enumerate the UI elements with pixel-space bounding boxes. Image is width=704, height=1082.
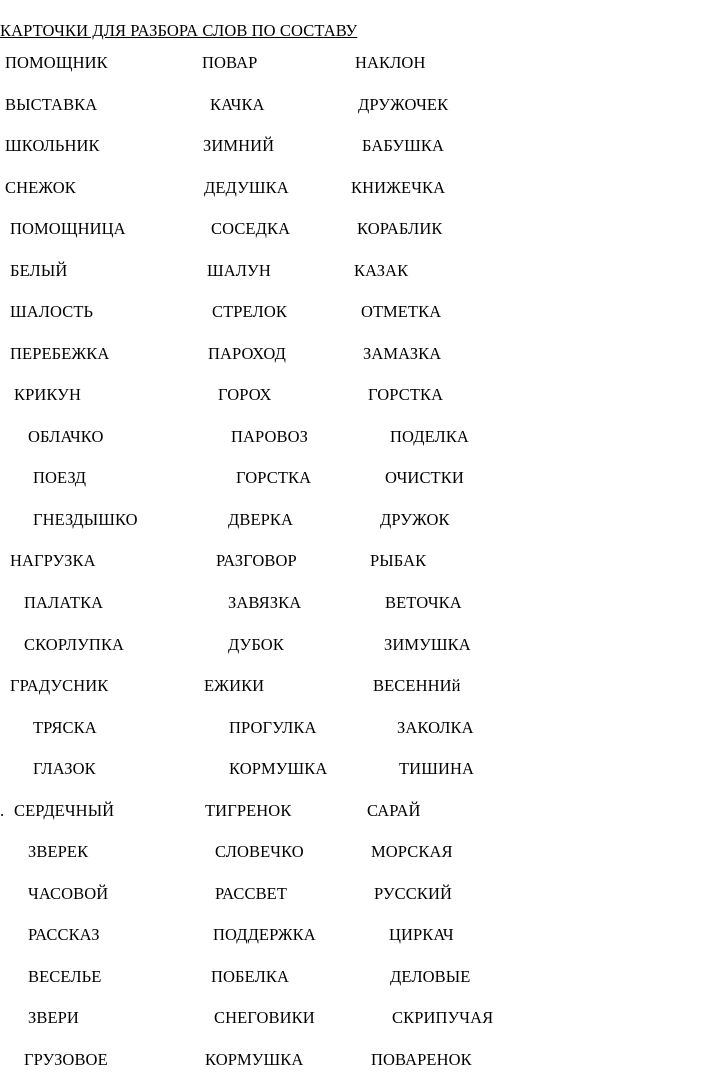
word-cell: ВЕСЕЛЬЕ — [28, 967, 102, 986]
word-cell: ДРУЖОК — [380, 510, 450, 529]
word-cell: РАЗГОВОР — [216, 551, 297, 570]
word-cell: ЗАКОЛКА — [397, 718, 474, 737]
word-cell: ПОДЕЛКА — [390, 427, 469, 446]
word-cell: ЗВЕРИ — [28, 1008, 79, 1027]
word-cell: ЗВЕРЕК — [28, 842, 89, 861]
word-cell: ПРОГУЛКА — [229, 718, 317, 737]
word-cell: ДЕДУШКА — [204, 178, 289, 197]
word-cell: ТИШИНА — [399, 759, 474, 778]
word-cell: ПОВАР — [202, 53, 258, 72]
word-cell: ОБЛАЧКО — [28, 427, 104, 446]
word-cell: ПОМОЩНИК — [5, 53, 108, 72]
word-row — [0, 801, 704, 823]
word-row — [0, 427, 704, 449]
word-cell: КНИЖЕЧКА — [351, 178, 446, 197]
word-cell: ЗАВЯЗКА — [228, 593, 302, 612]
word-cell: ШАЛОСТЬ — [10, 302, 94, 321]
word-cell: САРАЙ — [367, 801, 421, 820]
word-row — [0, 842, 704, 864]
word-cell: ПОВАРЕНОК — [371, 1050, 472, 1069]
word-cell: ПАРОХОД — [208, 344, 286, 363]
word-row — [0, 925, 704, 947]
word-cell: ДУБОК — [228, 635, 284, 654]
word-cell: ЗИМУШКА — [384, 635, 471, 654]
word-row — [0, 302, 704, 324]
word-cell: ДЕЛОВЫЕ — [390, 967, 471, 986]
word-cell: ЦИРКАЧ — [389, 925, 454, 944]
word-cell: СНЕГОВИКИ — [214, 1008, 315, 1027]
word-cell: ДРУЖОЧЕК — [358, 95, 449, 114]
word-row — [0, 551, 704, 573]
word-cell: ПОМОЩНИЦА — [10, 219, 126, 238]
word-row — [0, 178, 704, 200]
word-cell: СТРЕЛОК — [212, 302, 287, 321]
word-row — [0, 261, 704, 283]
page-title: КАРТОЧКИ ДЛЯ РАЗБОРА СЛОВ ПО СОСТАВУ — [0, 21, 358, 40]
word-cell: ГОРОХ — [218, 385, 272, 404]
word-cell: СНЕЖОК — [5, 178, 76, 197]
word-cell: РЫБАК — [370, 551, 427, 570]
word-cell: РАССВЕТ — [215, 884, 288, 903]
word-cell: ГОРСТКА — [368, 385, 444, 404]
word-cell: ЗАМАЗКА — [363, 344, 442, 363]
word-cell: ПОБЕЛКА — [211, 967, 289, 986]
word-cell: КОРМУШКА — [205, 1050, 304, 1069]
word-row — [0, 718, 704, 740]
word-row — [0, 967, 704, 989]
word-row — [0, 1008, 704, 1030]
word-cell: ВЕСЕННИй — [373, 676, 461, 695]
word-row — [0, 95, 704, 117]
word-cell: ЕЖИКИ — [204, 676, 265, 695]
word-cell: ГЛАЗОК — [33, 759, 96, 778]
word-cell: ДВЕРКА — [228, 510, 294, 529]
word-cell: ПАЛАТКА — [24, 593, 104, 612]
word-cell: ОТМЕТКА — [361, 302, 442, 321]
word-cell: БЕЛЫЙ — [10, 261, 68, 280]
row-marker: . — [0, 801, 5, 820]
word-row — [0, 635, 704, 657]
word-cell: РУССКИЙ — [374, 884, 452, 903]
word-row — [0, 385, 704, 407]
word-cell: ОЧИСТКИ — [385, 468, 464, 487]
word-cell: ГРАДУСНИК — [10, 676, 109, 695]
word-row — [0, 136, 704, 158]
word-cell: ПЕРЕБЕЖКА — [10, 344, 110, 363]
word-cell: ГНЕЗДЫШКО — [33, 510, 138, 529]
word-cell: КОРМУШКА — [229, 759, 328, 778]
word-row — [0, 884, 704, 906]
word-cell: ШКОЛЬНИК — [5, 136, 100, 155]
word-cell: СЛОВЕЧКО — [215, 842, 304, 861]
word-cell: РАССКАЗ — [28, 925, 100, 944]
word-cell: ВЫСТАВКА — [5, 95, 98, 114]
word-row — [0, 759, 704, 781]
word-cell: ШАЛУН — [207, 261, 271, 280]
word-cell: КАЧКА — [210, 95, 265, 114]
word-cell: ПАРОВОЗ — [231, 427, 309, 446]
word-cell: СКОРЛУПКА — [24, 635, 125, 654]
word-cell: НАКЛОН — [355, 53, 426, 72]
word-cell: ЧАСОВОЙ — [28, 884, 109, 903]
word-cell: МОРСКАЯ — [371, 842, 453, 861]
word-cell: СОСЕДКА — [211, 219, 291, 238]
word-row — [0, 219, 704, 241]
word-cell: ТИГРЕНОК — [205, 801, 292, 820]
word-cell: ВЕТОЧКА — [385, 593, 462, 612]
word-row — [0, 593, 704, 615]
word-cell: ЗИМНИЙ — [203, 136, 275, 155]
word-cell: КАЗАК — [354, 261, 409, 280]
word-cell: ГОРСТКА — [236, 468, 312, 487]
word-cell: БАБУШКА — [362, 136, 445, 155]
word-row — [0, 468, 704, 490]
word-cell: ПОЕЗД — [33, 468, 87, 487]
word-row — [0, 676, 704, 698]
word-cell: КОРАБЛИК — [357, 219, 443, 238]
word-cell: ГРУЗОВОЕ — [24, 1050, 108, 1069]
word-cell: ТРЯСКА — [33, 718, 97, 737]
word-row — [0, 344, 704, 366]
word-cell: СЕРДЕЧНЫЙ — [14, 801, 115, 820]
word-row — [0, 1050, 704, 1072]
word-cell: СКРИПУЧАЯ — [392, 1008, 494, 1027]
word-row — [0, 510, 704, 532]
word-cell: ПОДДЕРЖКА — [213, 925, 316, 944]
word-cell: КРИКУН — [14, 385, 81, 404]
word-row — [0, 53, 704, 75]
word-cell: НАГРУЗКА — [10, 551, 96, 570]
